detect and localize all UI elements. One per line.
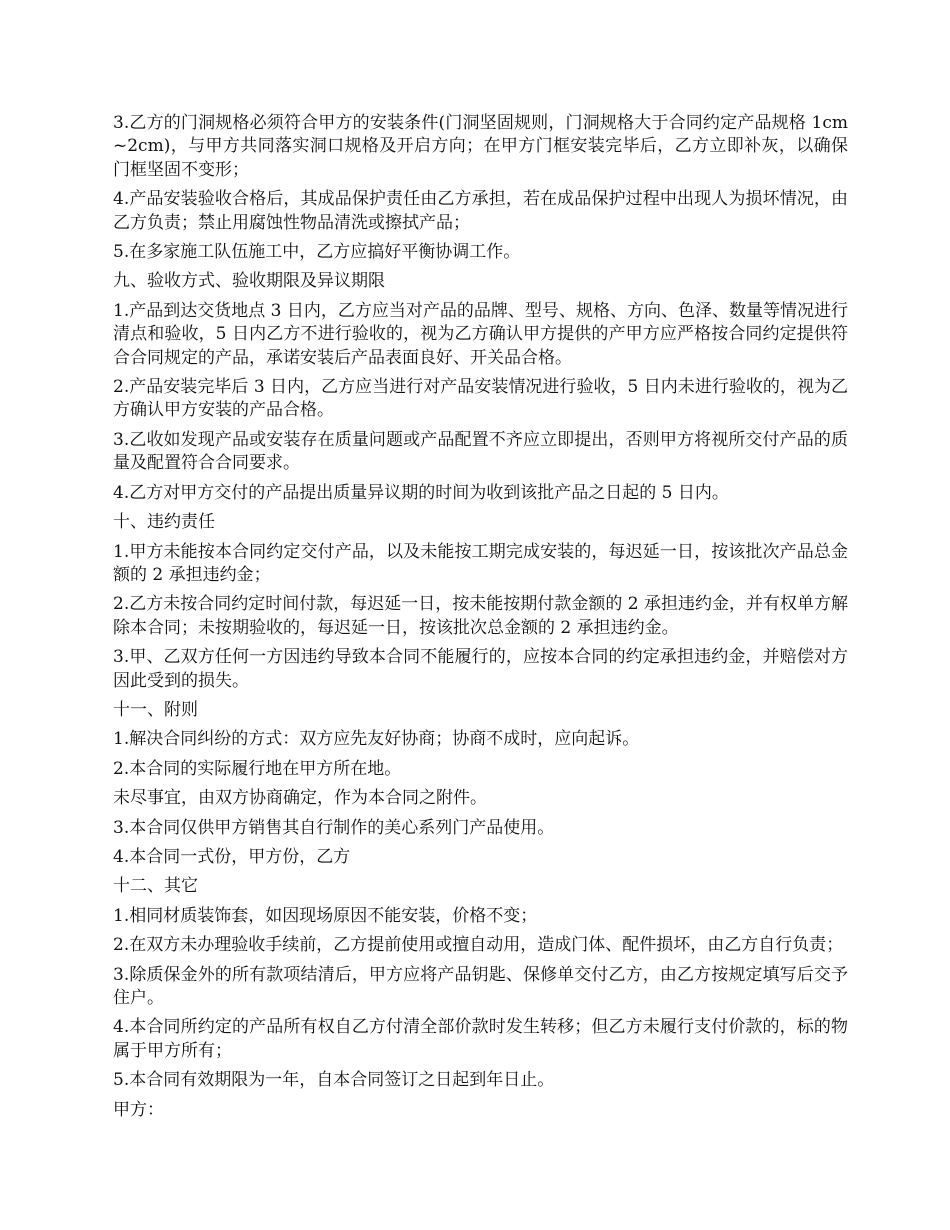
section-10-heading: 十、违约责任 (113, 512, 215, 533)
clause-12-3: 3.除质保金外的所有款项结清后，甲方应将产品钥匙、保修单交付乙方，由乙方按规定填写后交予住户。 (113, 964, 848, 1008)
clause-9-1: 1.产品到达交货地点 3 日内，乙方应当对产品的品牌、型号、规格、方向、色泽、数量等情况进行清点和验收，5 日内乙方不进行验收的，视为乙方确认甲方提供的产甲方应严格按合同约定提供符合合同规定的产品，承诺安装后产品表面良好、开关品合格。 (113, 300, 848, 368)
clause-9-2: 2.产品安装完毕后 3 日内，乙方应当进行对产品安装情况进行验收，5 日内未进行验收的，视为乙方确认甲方安装的产品合格。 (113, 377, 848, 421)
clause-12-4: 4.本合同所约定的产品所有权自乙方付清全部价款时发生转移；但乙方未履行支付价款的，标的物属于甲方所有； (113, 1017, 848, 1061)
clause-11-1: 1.解决合同纠纷的方式：双方应先友好协商；协商不成时，应向起诉。 (113, 729, 640, 750)
section-11-heading: 十一、附则 (113, 699, 198, 720)
clause-8-4: 4.产品安装验收合格后，其成品保护责任由乙方承担，若在成品保护过程中出现人为损坏情况，由乙方负责；禁止用腐蚀性物品清洗或擦拭产品； (113, 189, 848, 233)
clause-10-1: 1.甲方未能按本合同约定交付产品，以及未能按工期完成安装的，每迟延一日，按该批次产品总金额的 2 承担违约金； (113, 541, 848, 585)
clause-12-1: 1.相同材质装饰套，如因现场原因不能安装，价格不变； (113, 905, 538, 926)
clause-11-3: 3.本合同仅供甲方销售其自行制作的美心系列门产品使用。 (113, 817, 555, 838)
party-a-signature-label: 甲方： (113, 1099, 164, 1120)
clause-12-5: 5.本合同有效期限为一年，自本合同签订之日起到年日止。 (113, 1070, 555, 1091)
clause-10-2: 2.乙方未按合同约定时间付款，每迟延一日，按未能按期付款金额的 2 承担违约金，并有权单方解除本合同；未按期验收的，每迟延一日，按该批次总金额的 2 承担违约金。 (113, 594, 848, 638)
clause-11-2: 2.本合同的实际履行地在甲方所在地。 (113, 758, 402, 779)
clause-11-unresolved: 未尽事宜，由双方协商确定，作为本合同之附件。 (113, 788, 487, 809)
section-12-heading: 十二、其它 (113, 876, 198, 897)
contract-page (113, 112, 848, 1128)
clause-9-3: 3.乙收如发现产品或安装存在质量问题或产品配置不齐应立即提出，否则甲方将视所交付产品的质量及配置符合合同要求。 (113, 429, 848, 474)
clause-12-2: 2.在双方未办理验收手续前，乙方提前使用或擅自动用，造成门体、配件损坏，由乙方自行负责； (113, 935, 844, 956)
clause-9-4: 4.乙方对甲方交付的产品提出质量异议期的时间为收到该批产品之日起的 5 日内。 (113, 482, 729, 503)
clause-8-5: 5.在多家施工队伍施工中，乙方应搞好平衡协调工作。 (113, 242, 521, 263)
clause-8-3: 3.乙方的门洞规格必须符合甲方的安装条件(门洞坚固规则，门洞规格大于合同约定产品规格 1cm~2cm)，与甲方共同落实洞口规格及开启方向；在甲方门框安装完毕后，乙方立即补灰，以确保门框坚固不变形； (113, 113, 848, 180)
clause-11-4: 4.本合同一式份，甲方份，乙方 (113, 846, 351, 867)
clause-10-3: 3.甲、乙双方任何一方因违约导致本合同不能履行的，应按本合同的约定承担违约金，并赔偿对方因此受到的损失。 (113, 647, 848, 691)
section-9-heading: 九、验收方式、验收期限及异议期限 (113, 271, 385, 292)
